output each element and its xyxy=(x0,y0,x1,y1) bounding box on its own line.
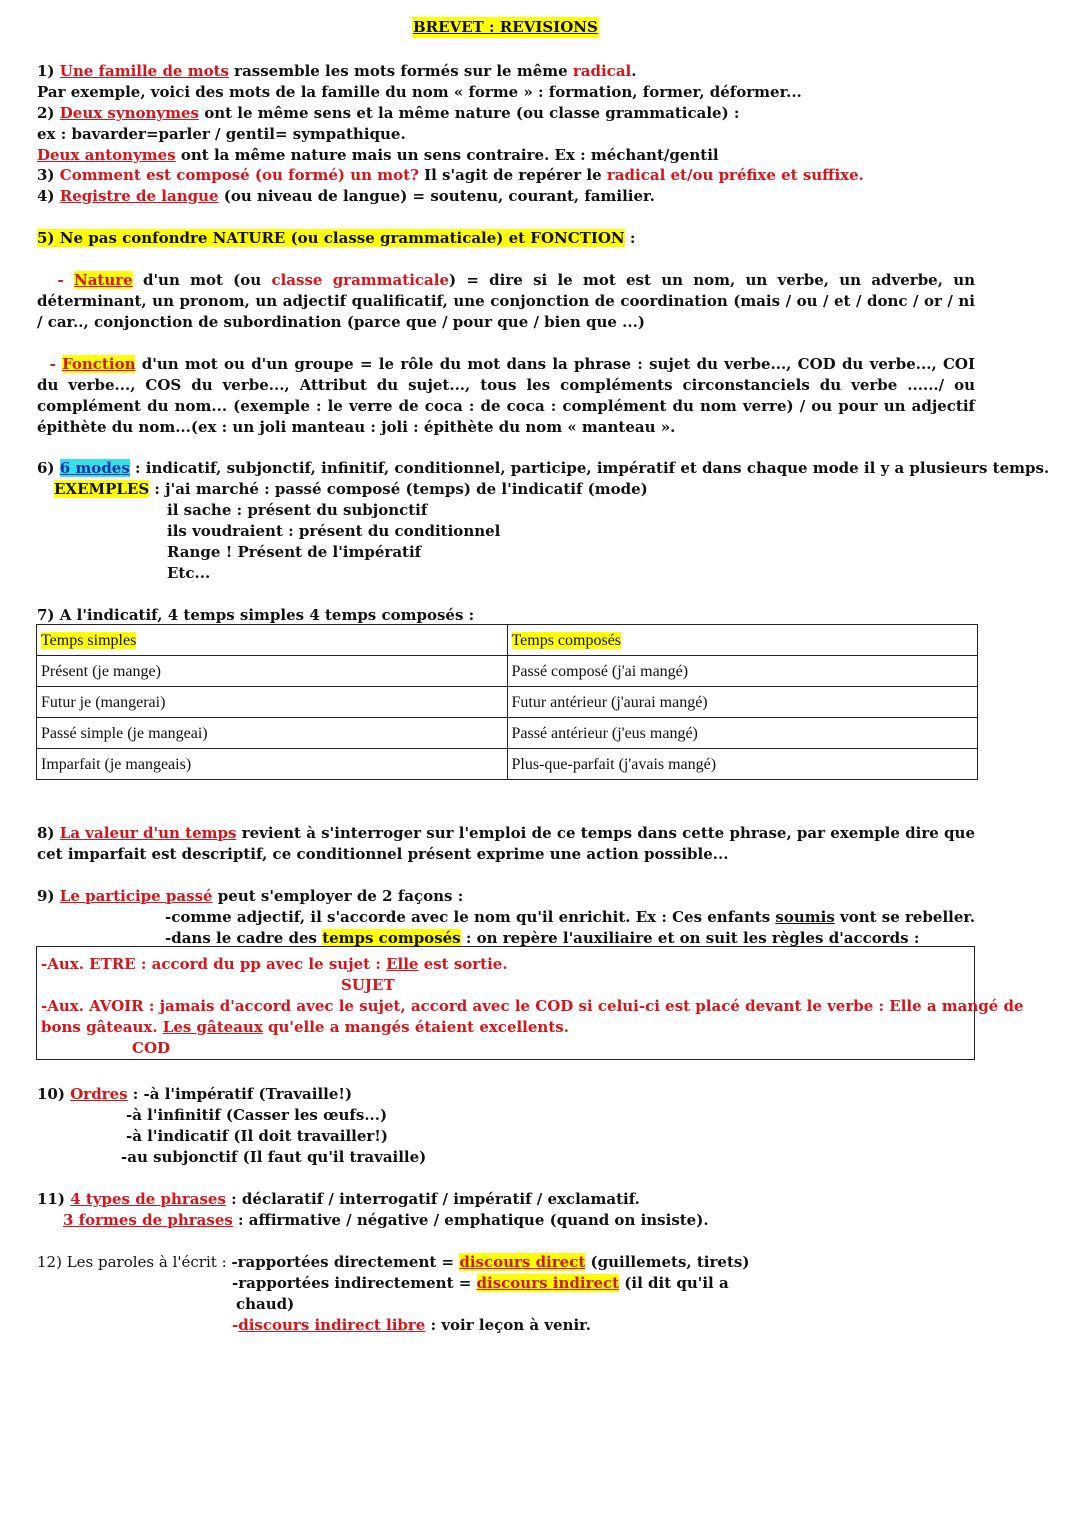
text: (guillemets, tirets) xyxy=(585,1253,750,1271)
section-2-example: ex : bavarder=parler / gentil= sympathique. xyxy=(37,125,406,143)
term-types-de-phrases: 4 types de phrases xyxy=(70,1190,226,1208)
section-4 xyxy=(37,186,655,207)
text: - xyxy=(57,271,74,289)
term-antonymes: Deux antonymes xyxy=(37,146,176,164)
table-row xyxy=(37,749,978,780)
term-registre-de-langue: Registre de langue xyxy=(59,187,219,205)
section-1-line-2: Par exemple, voici des mots de la famille du nom « forme » : formation, former, déformer... xyxy=(37,83,802,101)
section-6-examples-line-1 xyxy=(54,479,648,500)
section-6-line-1 xyxy=(37,458,1049,479)
term-radical: radical xyxy=(572,62,632,80)
rule-avoir-line-2 xyxy=(41,1017,569,1038)
table-row xyxy=(37,656,978,687)
term-valeur-d-un-temps: La valeur d'un temps xyxy=(59,824,237,842)
section-number: 10) xyxy=(37,1085,65,1103)
text: revient à s'interroger sur l'emploi de ce temps dans cette phrase, par exemple dire que cet imparfait est descriptif, ce conditionnel présent exprime une action possible... xyxy=(37,824,975,863)
page-title: BREVET : REVISIONS xyxy=(413,18,598,36)
term-fonction: Fonction xyxy=(62,355,136,373)
text: peut s'employer de 2 façons : xyxy=(212,887,464,905)
section-number: 2) xyxy=(37,104,55,122)
term-6-modes: 6 modes xyxy=(59,459,130,477)
text: -rapportées directement = xyxy=(231,1253,460,1271)
text: ont le même sens et la même nature (ou classe grammaticale) : xyxy=(198,104,740,122)
term-synonymes: Deux synonymes xyxy=(59,104,199,122)
question: Comment est composé (ou formé) un mot? xyxy=(59,166,419,184)
term-classe-grammaticale: classe grammaticale xyxy=(271,271,449,289)
section-10-line-4: -au subjonctif (Il faut qu'il travaille) xyxy=(121,1148,427,1166)
term-participe-passe: Le participe passé xyxy=(59,887,213,905)
section-number: 6) xyxy=(37,459,55,477)
term-radical-prefixe-suffixe: radical et/ou préfixe et suffixe. xyxy=(606,166,864,184)
text: (il dit qu'il a xyxy=(619,1274,729,1292)
section-6-example-3: ils voudraient : présent du conditionnel xyxy=(167,522,501,540)
table-cell: Futur je (mangerai) xyxy=(37,687,508,718)
heading-nature-fonction: 5) Ne pas confondre NATURE (ou classe grammaticale) et FONCTION xyxy=(37,229,625,247)
column-header-temps-composes: Temps composés xyxy=(511,631,622,649)
section-11-line-1 xyxy=(37,1189,640,1210)
text: vont se rebeller. xyxy=(834,908,976,926)
highlight-temps-composes: temps composés xyxy=(322,929,461,947)
section-12-heading: 12) Les paroles à l'écrit : xyxy=(37,1253,232,1271)
table-cell: Passé antérieur (j'eus mangé) xyxy=(507,718,978,749)
term-discours-indirect-libre: discours indirect libre xyxy=(238,1316,426,1334)
section-6-example-2: il sache : présent du subjonctif xyxy=(167,501,428,519)
term-discours-indirect: discours indirect xyxy=(476,1274,620,1292)
section-2-line-1 xyxy=(37,103,739,124)
section-11-line-2 xyxy=(63,1210,709,1231)
text: : voir leçon à venir. xyxy=(425,1316,591,1334)
text: Il s'agit de repérer le xyxy=(418,166,607,184)
section-10-line-3: -à l'indicatif (Il doit travailler!) xyxy=(126,1127,388,1145)
tenses-table xyxy=(36,624,978,780)
label-sujet: SUJET xyxy=(341,976,395,994)
text: - xyxy=(49,355,63,373)
text: - xyxy=(232,1316,239,1334)
section-number: 4) xyxy=(37,187,55,205)
section-5-heading xyxy=(37,228,635,249)
section-1-line-1 xyxy=(37,61,636,82)
section-6-example-4: Range ! Présent de l'impératif xyxy=(167,543,422,561)
term-nature: Nature xyxy=(74,271,133,289)
table-header-row xyxy=(37,625,978,656)
underlined-word: Les gâteaux xyxy=(162,1018,263,1036)
text: qu'elle a mangés étaient excellents. xyxy=(262,1018,569,1036)
text: rassemble les mots formés sur le même xyxy=(228,62,573,80)
section-12-line-1 xyxy=(37,1252,749,1273)
text: : -à l'impératif (Travaille!) xyxy=(127,1085,353,1103)
section-12-line-4 xyxy=(232,1315,591,1336)
examples-label: EXEMPLES xyxy=(54,480,150,498)
section-number: 3) xyxy=(37,166,55,184)
text: : affirmative / négative / emphatique (quand on insiste). xyxy=(232,1211,709,1229)
section-10-line-1 xyxy=(37,1084,352,1105)
text: . xyxy=(631,62,637,80)
label-cod: COD xyxy=(132,1039,171,1057)
table-cell: Passé simple (je mangeai) xyxy=(37,718,508,749)
text: est sortie. xyxy=(418,955,508,973)
column-header-temps-simples: Temps simples xyxy=(41,631,137,649)
table-row xyxy=(37,718,978,749)
table-cell: Passé composé (j'ai mangé) xyxy=(507,656,978,687)
rule-etre xyxy=(41,954,508,975)
text: (ou niveau de langue) = soutenu, courant, familier. xyxy=(218,187,655,205)
table-header-cell xyxy=(507,625,978,656)
section-number: 1) xyxy=(37,62,55,80)
section-5-fonction-paragraph xyxy=(37,354,975,438)
term-discours-direct: discours direct xyxy=(459,1253,586,1271)
text: : xyxy=(624,229,636,247)
text: : indicatif, subjonctif, infinitif, conditionnel, participe, impératif et dans chaque mode il y a plusieurs temps. xyxy=(129,459,1050,477)
text: d'un mot (ou xyxy=(132,271,272,289)
section-8-paragraph xyxy=(37,823,975,865)
section-12-line-2 xyxy=(232,1273,729,1294)
table-cell: Imparfait (je mangeais) xyxy=(37,749,508,780)
text: : déclaratif / interrogatif / impératif / exclamatif. xyxy=(225,1190,640,1208)
text: bons gâteaux. xyxy=(41,1018,163,1036)
term-ordres: Ordres xyxy=(70,1085,128,1103)
section-12-line-3: chaud) xyxy=(236,1295,295,1313)
table-cell: Présent (je mange) xyxy=(37,656,508,687)
section-9-line-2 xyxy=(165,907,975,928)
text: d'un mot ou d'un groupe = le rôle du mot dans la phrase : sujet du verbe..., COD du verbe..., COI du verbe..., COS du verbe..., Attribut du sujet..., tous les compléments circonstanciels du verbe ....../ ou complément du nom... (exemple : le verre de coca : de coca : complément du nom verre) / ou pour un adjectif épithète du nom...(ex : un joli manteau : joli : épithète du nom « manteau ». xyxy=(37,355,975,436)
section-number: 9) xyxy=(37,887,55,905)
text: : on repère l'auxiliaire et on suit les règles d'accords : xyxy=(460,929,920,947)
table-cell: Plus-que-parfait (j'avais mangé) xyxy=(507,749,978,780)
term-famille-de-mots: Une famille de mots xyxy=(59,62,229,80)
section-6-example-5: Etc... xyxy=(167,564,211,582)
text: ont la même nature mais un sens contraire. Ex : méchant/gentil xyxy=(175,146,719,164)
underlined-word: Elle xyxy=(386,955,419,973)
section-3 xyxy=(37,165,864,186)
text: -Aux. ETRE : accord du pp avec le sujet : xyxy=(41,955,387,973)
section-9-line-1 xyxy=(37,886,463,907)
text: : j'ai marché : passé composé (temps) de l'indicatif (mode) xyxy=(149,480,648,498)
rule-avoir: -Aux. AVOIR : jamais d'accord avec le sujet, accord avec le COD si celui-ci est placé devant le verbe : Elle a mangé de xyxy=(41,997,1024,1015)
section-number: 11) xyxy=(37,1190,65,1208)
section-7-heading: 7) A l'indicatif, 4 temps simples 4 temps composés : xyxy=(37,606,475,624)
underlined-word: soumis xyxy=(775,908,835,926)
section-number: 8) xyxy=(37,824,55,842)
section-5-nature-paragraph xyxy=(37,270,975,333)
table-row xyxy=(37,687,978,718)
section-10-line-2: -à l'infinitif (Casser les œufs...) xyxy=(126,1106,388,1124)
section-2-line-3 xyxy=(37,145,719,166)
text: -dans le cadre des xyxy=(165,929,323,947)
term-formes-de-phrases: 3 formes de phrases xyxy=(63,1211,233,1229)
table-header-cell xyxy=(37,625,508,656)
text: ) = dire si le mot est un nom, un verbe, un adverbe, un déterminant, un pronom, un adjectif qualificatif, une conjonction de coordination (mais / ou / et / donc / or / ni / car.., conjonction de subordination (parce que / pour que / bien que ...) xyxy=(37,271,976,331)
text: -comme adjectif, il s'accorde avec le nom qu'il enrichit. Ex : Ces enfants xyxy=(165,908,776,926)
table-cell: Futur antérieur (j'aurai mangé) xyxy=(507,687,978,718)
text: -rapportées indirectement = xyxy=(232,1274,477,1292)
